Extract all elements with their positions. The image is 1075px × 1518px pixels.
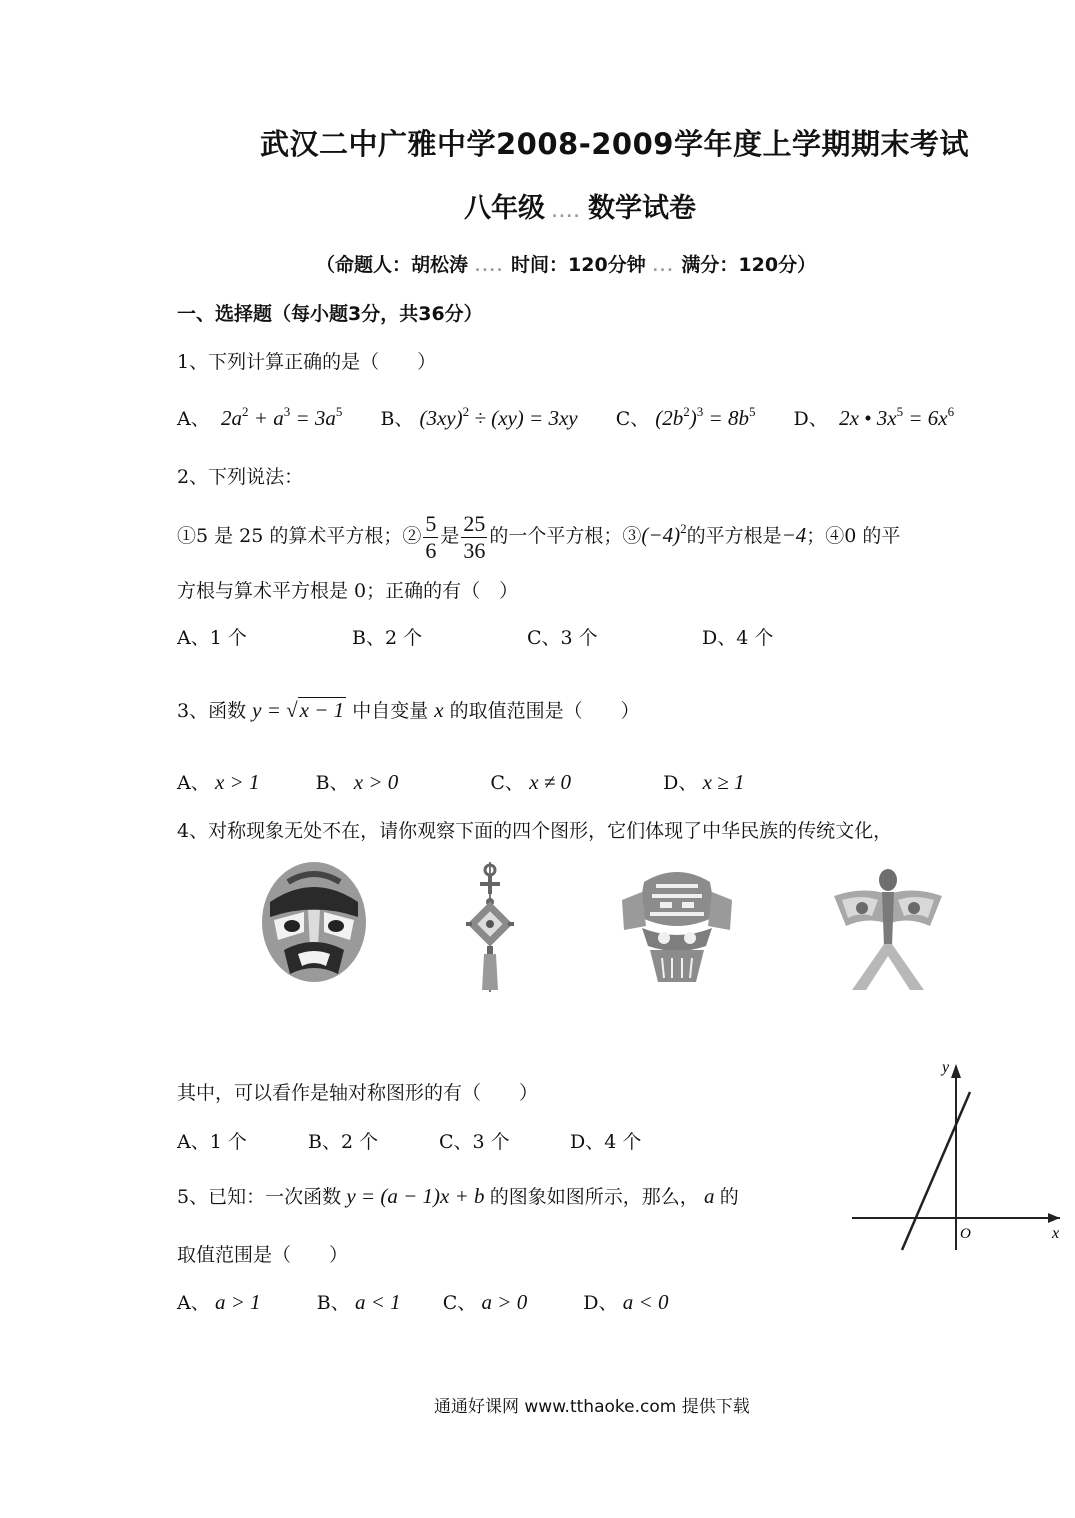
q1-option-a-math: $2a^2 + a^3 = 3a^5$ [215, 404, 343, 430]
opera-mask-icon [258, 862, 370, 986]
question-2-stem: 2、下列说法： [177, 466, 304, 488]
question-5-stem: 5、已知：一次函数 y = (a − 1)x + b 的图象如图所示，那么， a 的 [177, 1184, 739, 1208]
subject-label: 数学试卷 [588, 193, 697, 224]
q4-option-a: A、1 个 [177, 1131, 247, 1153]
q1-option-a-label: A、 [177, 408, 210, 430]
q4-option-d: D、4 个 [570, 1131, 642, 1153]
exam-meta: （命题人：胡松涛 .... 时间：120分钟 ... 满分：120分） [316, 254, 817, 276]
question-5-options: A、 a > 1 B、 a < 1 C、 a > 0 D、 a < 0 [177, 1290, 669, 1314]
question-2-line2: 方根与算术平方根是 0；正确的有（ ） [177, 580, 519, 602]
q1-option-c-label: C、 [615, 408, 650, 430]
fraction-25-36: $\frac{25}{36}$ [463, 510, 486, 563]
chinese-knot-icon [460, 862, 520, 992]
meta-author: （命题人：胡松涛 [316, 254, 469, 276]
meta-time: 时间：120分钟 [511, 254, 646, 276]
question-3-stem: 3、函数 y = √x − 1 中自变量 x 的取值范围是（ ） [177, 698, 640, 722]
q1-option-d-label: D、 [793, 408, 828, 430]
q4-option-c: C、3 个 [439, 1131, 510, 1153]
section-heading: 一、选择题（每小题3分，共36分） [177, 303, 483, 325]
double-happiness-papercut-icon [620, 866, 734, 984]
y-axis-label: y [942, 1060, 950, 1076]
linear-function-graph [848, 1060, 1068, 1260]
meta-score: 满分：120分） [681, 254, 817, 276]
q1-option-b-math: $(3xy)^2 \div (xy) = 3xy$ [419, 404, 578, 430]
fraction-5-6: $\frac{5}{6}$ [425, 510, 437, 563]
x-axis-label: x [1052, 1225, 1060, 1242]
question-3-options: A、 x > 1 B、 x > 0 C、 x ≠ 0 D、 x ≥ 1 [177, 770, 745, 794]
question-4-stem: 4、对称现象无处不在，请你观察下面的四个图形，它们体现了中华民族的传统文化， [177, 820, 893, 842]
question-1-options [177, 404, 954, 431]
swallow-kite-icon [832, 864, 944, 992]
page-footer: 通通好课网 www.tthaoke.com 提供下载 [434, 1397, 750, 1417]
grade-label: 八年级 [464, 193, 545, 224]
question-1-stem: 1、下列计算正确的是（ ） [177, 351, 437, 373]
q1-option-d-math: 2x • $3x^5 = 6x^6$ [833, 404, 955, 430]
question-4-question: 其中，可以看作是轴对称图形的有（ ） [177, 1082, 539, 1104]
question-2-line1: ①5 是 25 的算术平方根；② $\frac{5}{6}$ 是 $\frac{25}{36}$ 的一个平方根；$③(-4)^2$的平方根是−4；④0 的平 [177, 510, 901, 563]
q4-option-b: B、2 个 [308, 1131, 379, 1153]
q1-option-c-math: $(2b^2)^3 = 8b^5$ [655, 404, 756, 430]
sqrt-expression: y = √x − 1 [252, 698, 345, 722]
q1-option-b-label: B、 [380, 408, 414, 430]
q2-option-c: C、3 个 [527, 627, 598, 649]
q2-option-a: A、1 个 [177, 627, 247, 649]
q2-option-b: B、2 个 [352, 627, 423, 649]
question-5-line2: 取值范围是（ ） [177, 1244, 349, 1266]
origin-label: O [960, 1226, 971, 1242]
q2-option-d: D、4 个 [702, 627, 774, 649]
exam-title: 武汉二中广雅中学2008-2009学年度上学期期末考试 [260, 127, 969, 161]
exam-subtitle: 八年级 .... 数学试卷 [464, 193, 697, 224]
